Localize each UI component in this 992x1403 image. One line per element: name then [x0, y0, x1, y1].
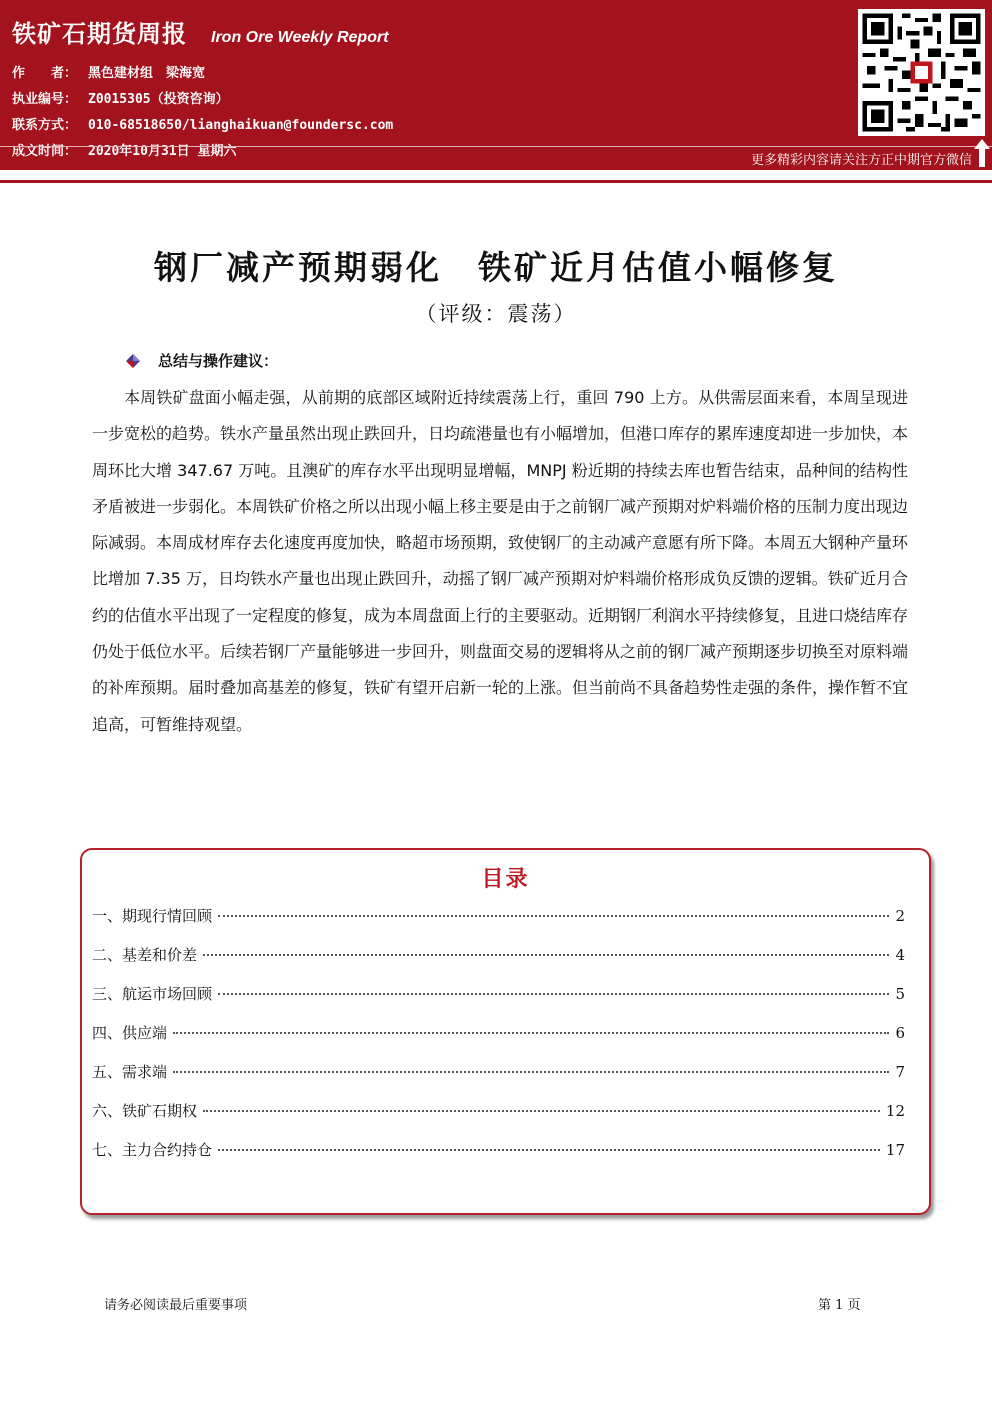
summary-heading-label: 总结与操作建议：: [158, 352, 279, 370]
toc-item-label: 四、供应端: [92, 1024, 168, 1042]
toc-item[interactable]: [92, 983, 905, 1022]
toc-item-page: 7: [895, 1063, 905, 1081]
toc-item[interactable]: [92, 1061, 905, 1100]
date-label: 成文时间：: [12, 144, 78, 159]
toc-item-label: 三、航运市场回顾: [92, 985, 213, 1003]
toc-item-page: 6: [895, 1024, 905, 1042]
follow-bar: [0, 145, 992, 170]
toc-item[interactable]: [92, 1022, 905, 1061]
footer-page-number: 第 1 页: [818, 1298, 861, 1313]
toc-item-label: 二、基差和价差: [92, 946, 198, 964]
follow-divider: [0, 146, 992, 147]
author-label: 作 者：: [12, 66, 78, 81]
license-value: Z0015305（投资咨询）: [88, 92, 229, 107]
toc-leader: [203, 954, 889, 956]
toc-item-label: 一、期现行情回顾: [92, 907, 213, 925]
toc-item[interactable]: [92, 944, 905, 983]
toc-leader: [203, 1110, 880, 1112]
contact-label: 联系方式：: [12, 118, 78, 133]
report-header: [0, 0, 992, 170]
report-series-title-en: Iron Ore Weekly Report: [211, 29, 389, 46]
brand-row: [12, 14, 389, 54]
report-rating: （评级：震荡）: [415, 302, 577, 326]
summary-paragraph: 本周铁矿盘面小幅走强，从前期的底部区域附近持续震荡上行，重回 790 上方。从供需层面来看，本周呈现进一步宽松的趋势。铁水产量虽然出现止跌回升，日均疏港量也有小幅增加，但港口库存的累库速度却进一步加快，本周环比大增 347.67 万吨。且澳矿的库存水平出现明显增幅，MNPJ 粉近期的持续去库也暂告结束，品种间的结构性矛盾被进一步弱化。本周铁矿价格之所以出现小幅上移主要是由于之前钢厂减产预期对炉料端价格的压制力度出现边际减弱。本周成材库存去化速度再度加快，略超市场预期，致使钢厂的主动减产意愿有所下降。本周五大钢种产量环比增加 7.35 万，日均铁水产量也出现止跌回升，动摇了钢厂减产预期对炉料端价格形成负反馈的逻辑。铁矿近月合约的估值水平出现了一定程度的修复，成为本周盘面上行的主要驱动。近期钢厂利润水平持续修复，且进口烧结库存仍处于低位水平。后续若钢厂产量能够进一步回升，则盘面交易的逻辑将从之前的钢厂减产预期逐步切换至对原料端的补库预期。届时叠加高基差的修复，铁矿有望开启新一轮的上涨。但当前尚不具备趋势性走强的条件，操作暂不宜追高，可暂维持观望。: [92, 388, 909, 734]
toc-item-page: 12: [885, 1102, 905, 1120]
toc-leader: [218, 993, 889, 995]
toc-item-label: 七、主力合约持仓: [92, 1141, 213, 1159]
author-row: [12, 62, 205, 81]
toc-title: 目录: [481, 867, 530, 892]
qr-code-icon: [858, 9, 985, 136]
license-label: 执业编号：: [12, 92, 78, 107]
license-row: [12, 88, 229, 107]
date-value: 2020年10月31日 星期六: [88, 144, 237, 159]
toc-item-page: 4: [895, 946, 905, 964]
toc-list: [92, 905, 905, 1178]
toc-leader: [218, 915, 889, 917]
contact-row: [12, 114, 393, 133]
toc-item[interactable]: [92, 1139, 905, 1178]
author-value: 黑色建材组 梁海宽: [88, 66, 206, 81]
up-arrow-icon: [974, 139, 990, 167]
toc-leader: [173, 1071, 889, 1073]
summary-heading: [126, 350, 278, 371]
toc-item-page: 2: [895, 907, 905, 925]
header-underline: [0, 180, 992, 183]
toc-item-label: 六、铁矿石期权: [92, 1102, 198, 1120]
toc-leader: [218, 1149, 880, 1151]
toc-item-page: 5: [895, 985, 905, 1003]
toc-leader: [173, 1032, 889, 1034]
toc-item[interactable]: [92, 1100, 905, 1139]
contact-value[interactable]: 010-68518650/lianghaikuan@foundersc.com: [88, 118, 394, 133]
report-series-title: 铁矿石期货周报: [12, 20, 187, 48]
toc-item-page: 17: [885, 1141, 905, 1159]
toc-item-label: 五、需求端: [92, 1063, 168, 1081]
table-of-contents: [80, 848, 931, 1215]
footer-notice: 请务必阅读最后重要事项: [104, 1298, 248, 1313]
diamond-bullet-icon: [126, 354, 140, 368]
follow-wechat-text: 更多精彩内容请关注方正中期官方微信: [750, 153, 972, 168]
toc-item[interactable]: [92, 905, 905, 944]
report-title: 钢厂减产预期弱化 铁矿近月估值小幅修复: [154, 248, 838, 287]
